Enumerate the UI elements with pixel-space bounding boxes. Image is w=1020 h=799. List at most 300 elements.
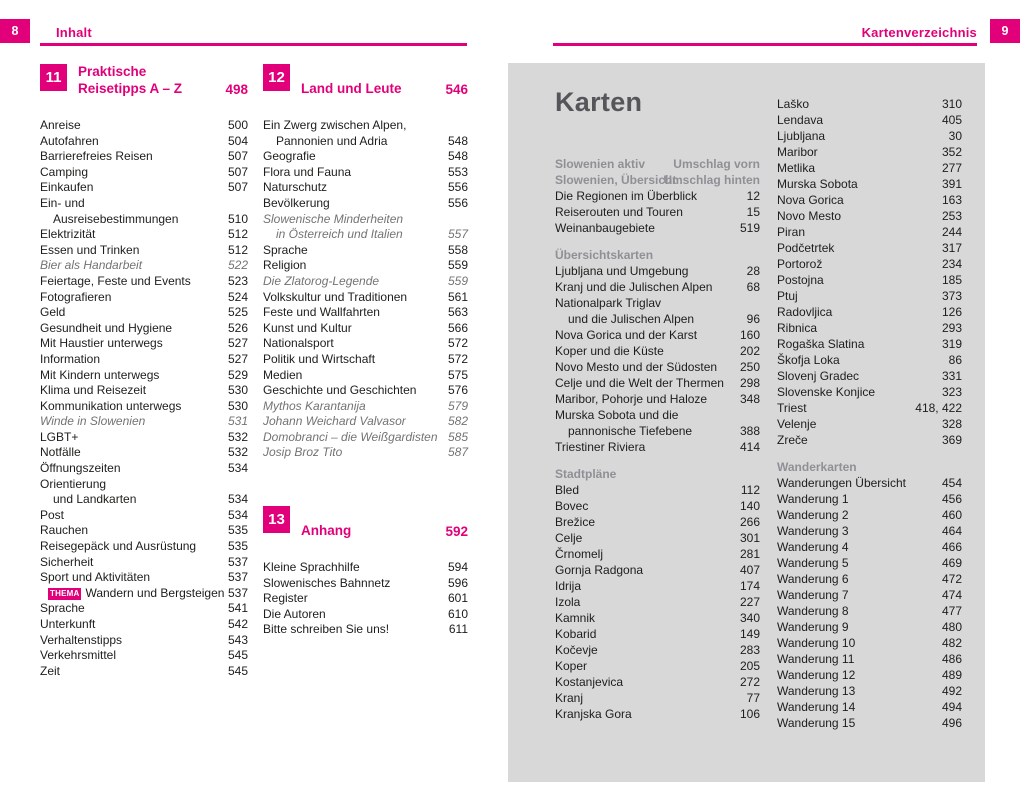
entry-page: 323	[941, 385, 962, 399]
entry-page: 301	[739, 531, 760, 545]
entry-label: Kunst und Kultur	[263, 320, 352, 335]
entry-label: Reisegepäck und Ausrüstung	[40, 539, 197, 554]
entry-page: 466	[941, 540, 962, 554]
entry-page: 112	[740, 483, 760, 497]
entry-page: 266	[739, 515, 760, 529]
chapter-13-page: 592	[445, 524, 468, 540]
entry-label: Gesundheit und Hygiene	[40, 320, 173, 335]
entry-label: Mit Haustier unterwegs	[40, 336, 163, 351]
entry-label: LGBT+	[40, 429, 79, 444]
toc-entry	[40, 274, 248, 290]
entry-page: 576	[447, 383, 468, 398]
entry-label: Essen und Trinken	[40, 242, 140, 257]
entry-page: 96	[746, 312, 760, 326]
entry-label: Geld	[40, 305, 66, 320]
entry-page: 202	[739, 344, 760, 358]
entry-page: Umschlag hinten	[663, 173, 760, 187]
entry-label: Nova Gorica und der Karst	[555, 328, 698, 342]
toc-entry	[777, 160, 962, 176]
entry-label: Koper und die Küste	[555, 344, 664, 358]
toc-spacer	[555, 455, 760, 466]
entry-label: Wanderung 7	[777, 588, 849, 602]
toc-entry	[555, 658, 760, 674]
toc-entry	[555, 220, 760, 236]
entry-page: 530	[227, 398, 248, 413]
toc-entry	[777, 352, 962, 368]
karten-panel	[508, 63, 985, 782]
entry-page: 561	[447, 289, 468, 304]
toc-entry	[40, 290, 248, 306]
toc-entry	[777, 475, 962, 491]
entry-page: 250	[739, 360, 760, 374]
entry-label: Ausreisebestimmungen	[53, 211, 179, 226]
entry-label: Metlika	[777, 161, 816, 175]
toc-entry	[263, 445, 468, 461]
toc-entry	[555, 578, 760, 594]
toc-entry	[777, 683, 962, 699]
entry-page: 185	[941, 273, 962, 287]
entry-page: 418, 422	[915, 401, 962, 415]
entry-page: 537	[227, 554, 248, 569]
toc-entry	[263, 368, 468, 384]
toc-entry	[40, 539, 248, 555]
entry-page: 391	[941, 177, 962, 191]
entry-page: 519	[739, 221, 760, 235]
entry-page: 559	[447, 258, 468, 273]
chapter-13-title-line1	[301, 505, 468, 522]
chapter-13-entries	[263, 560, 468, 638]
toc-entry	[40, 617, 248, 633]
toc-entry	[555, 423, 760, 439]
entry-label: Wanderung 4	[777, 540, 849, 554]
entry-page: 545	[227, 648, 248, 663]
toc-entry	[555, 204, 760, 220]
entry-label: Die Regionen im Überblick	[555, 189, 698, 203]
entry-label: Medien	[263, 367, 303, 382]
entry-label: Piran	[777, 225, 806, 239]
entry-page: 537	[227, 585, 248, 600]
entry-page: 494	[941, 700, 962, 714]
toc-entry	[40, 523, 248, 539]
toc-entry	[777, 555, 962, 571]
entry-label: Die Zlatorog-Legende	[263, 273, 380, 288]
entry-label: Sprache	[40, 601, 85, 616]
entry-page: 510	[227, 211, 248, 226]
toc-entry	[555, 295, 760, 311]
toc-entry	[263, 305, 468, 321]
toc-entry	[263, 118, 468, 134]
entry-page: 575	[447, 367, 468, 382]
entry-page: 373	[941, 289, 962, 303]
toc-entry	[40, 664, 248, 680]
entry-label: Camping	[40, 164, 89, 179]
karten-column-2	[777, 96, 962, 731]
entry-label: Notfälle	[40, 445, 81, 460]
toc-entry	[40, 212, 248, 228]
entry-label: Slovenj Gradec	[777, 369, 860, 383]
toc-entry	[263, 622, 468, 638]
entry-page: 227	[739, 595, 760, 609]
chapter-12-title-line1	[301, 63, 468, 80]
entry-label: Kočevje	[555, 643, 598, 657]
toc-entry	[555, 311, 760, 327]
entry-label: Flora und Fauna	[263, 164, 352, 179]
chapter-gap	[263, 461, 468, 505]
entry-page: 522	[227, 258, 248, 273]
toc-entry	[40, 586, 248, 602]
entry-page: 526	[227, 320, 248, 335]
entry-label: Domobranci – die Weißgardisten	[263, 429, 438, 444]
chapter-11-title-line1: Praktische	[78, 64, 147, 79]
entry-page: 319	[941, 337, 962, 351]
entry-label: Post	[40, 507, 65, 522]
toc-entry	[263, 321, 468, 337]
entry-label: Wanderung 5	[777, 556, 849, 570]
entry-label: Wanderung 8	[777, 604, 849, 618]
entry-label: Johann Weichard Valvasor	[263, 414, 406, 429]
chapter-12-entries	[263, 118, 468, 461]
entry-page: 557	[447, 227, 468, 242]
entry-page: 477	[941, 604, 962, 618]
toc-entry	[777, 587, 962, 603]
entry-label: Wandern und Bergsteigen	[85, 585, 225, 600]
toc-entry	[40, 508, 248, 524]
entry-page: 460	[941, 508, 962, 522]
section-header	[777, 459, 962, 475]
entry-label: Celje und die Welt der Thermen	[555, 376, 724, 390]
header-rule-left	[40, 43, 467, 46]
section-header	[555, 466, 760, 482]
entry-label: Novo Mesto	[777, 209, 842, 223]
entry-page: 489	[941, 668, 962, 682]
toc-entry	[40, 570, 248, 586]
entry-label: Weinanbaugebiete	[555, 221, 655, 235]
toc-entry	[777, 667, 962, 683]
toc-entry	[40, 368, 248, 384]
entry-page: 454	[941, 476, 962, 490]
entry-label: Kranj und die Julischen Alpen	[555, 280, 713, 294]
entry-page: 531	[227, 414, 248, 429]
entry-label: Religion	[263, 258, 307, 273]
entry-page: 15	[746, 205, 760, 219]
entry-page: 556	[447, 195, 468, 210]
toc-entry	[263, 165, 468, 181]
toc-entry	[40, 305, 248, 321]
entry-label: und die Julischen Alpen	[568, 312, 695, 326]
toc-entry	[263, 258, 468, 274]
entry-page: Umschlag vorn	[673, 157, 760, 171]
toc-entry	[777, 176, 962, 192]
entry-page: 507	[227, 180, 248, 195]
entry-label: Sicherheit	[40, 554, 94, 569]
chapter-13-title	[301, 505, 468, 539]
entry-page: 388	[739, 424, 760, 438]
entry-page: 524	[227, 289, 248, 304]
entry-label: Kommunikation unterwegs	[40, 398, 182, 413]
entry-label: Idrija	[555, 579, 582, 593]
entry-label: Koper	[555, 659, 588, 673]
chapter-11-page: 498	[225, 82, 248, 97]
entry-page: 559	[447, 273, 468, 288]
toc-entry	[263, 414, 468, 430]
toc-entry	[40, 555, 248, 571]
toc-entry	[263, 274, 468, 290]
toc-entry	[40, 149, 248, 165]
entry-label: Rogaška Slatina	[777, 337, 865, 351]
entry-page: 328	[941, 417, 962, 431]
toc-entry	[777, 384, 962, 400]
toc-entry	[263, 336, 468, 352]
entry-label: Slovenske Konjice	[777, 385, 876, 399]
toc-entry	[555, 375, 760, 391]
entry-page: 174	[739, 579, 760, 593]
entry-label: Orientierung	[40, 476, 107, 491]
entry-label: Wanderung 15	[777, 716, 856, 730]
entry-label: Stadtpläne	[555, 467, 617, 481]
entry-label: Celje	[555, 531, 583, 545]
entry-label: Murska Sobota und die	[555, 408, 679, 422]
entry-label: Zreče	[777, 433, 808, 447]
entry-page: 253	[941, 209, 962, 223]
entry-page: 548	[447, 133, 468, 148]
entry-label: Wanderung 3	[777, 524, 849, 538]
entry-page: 310	[941, 97, 962, 111]
entry-label: Naturschutz	[263, 180, 328, 195]
toc-entry	[555, 530, 760, 546]
entry-page: 610	[447, 606, 468, 621]
toc-entry	[555, 546, 760, 562]
toc-entry	[777, 256, 962, 272]
entry-label: Slowenien, Übersicht	[555, 173, 677, 187]
chapter-13-title-line2: Anhang	[301, 523, 352, 539]
entry-page: 205	[739, 659, 760, 673]
toc-entry	[555, 562, 760, 578]
entry-page: 512	[227, 242, 248, 257]
entry-label: Elektrizität	[40, 227, 96, 242]
entry-label: Zeit	[40, 663, 61, 678]
toc-entry	[777, 507, 962, 523]
entry-page: 507	[227, 149, 248, 164]
toc-entry	[40, 648, 248, 664]
toc-entry	[263, 430, 468, 446]
entry-label: Einkaufen	[40, 180, 94, 195]
toc-entry	[263, 243, 468, 259]
entry-label: Ein- und	[40, 195, 85, 210]
running-head-right: Kartenverzeichnis	[861, 25, 977, 40]
toc-entry	[40, 414, 248, 430]
entry-label: Nova Gorica	[777, 193, 844, 207]
entry-page: 331	[941, 369, 962, 383]
entry-page: 68	[746, 280, 760, 294]
page-number-tab-right: 9	[990, 19, 1020, 43]
entry-page: 486	[941, 652, 962, 666]
toc-entry	[555, 514, 760, 530]
toc-entry	[40, 321, 248, 337]
entry-page: 545	[227, 663, 248, 678]
entry-label: Rauchen	[40, 523, 89, 538]
entry-page: 512	[227, 227, 248, 242]
chapter-11-entries	[40, 118, 248, 679]
entry-page: 298	[739, 376, 760, 390]
entry-page: 507	[227, 164, 248, 179]
entry-label: Postojna	[777, 273, 824, 287]
entry-label: Bovec	[555, 499, 589, 513]
toc-entry	[40, 165, 248, 181]
entry-label: Wanderung 10	[777, 636, 856, 650]
entry-page: 596	[447, 575, 468, 590]
entry-label: Feste und Wallfahrten	[263, 305, 380, 320]
toc-entry	[263, 212, 468, 228]
toc-entry	[40, 258, 248, 274]
entry-page: 542	[227, 617, 248, 631]
entry-label: Autofahren	[40, 133, 99, 148]
entry-label: Wanderung 13	[777, 684, 856, 698]
entry-label: Izola	[555, 595, 581, 609]
toc-entry	[555, 263, 760, 279]
entry-label: Feiertage, Feste und Events	[40, 273, 191, 288]
toc-entry	[777, 336, 962, 352]
toc-entry	[40, 180, 248, 196]
entry-label: in Österreich und Italien	[276, 227, 403, 242]
toc-entry	[555, 594, 760, 610]
toc-entry	[555, 327, 760, 343]
entry-page: 474	[941, 588, 962, 602]
entry-label: Triest	[777, 401, 807, 415]
entry-page: 405	[941, 113, 962, 127]
entry-label: Information	[40, 351, 101, 366]
toc-entry	[555, 172, 760, 188]
entry-label: Unterkunft	[40, 617, 96, 631]
entry-page: 504	[227, 133, 248, 148]
entry-label: Nationalsport	[263, 336, 334, 351]
toc-entry	[555, 610, 760, 626]
entry-page: 283	[739, 643, 760, 657]
chapter-11-title-line2: Reisetipps A – Z	[78, 81, 183, 96]
toc-entry	[263, 576, 468, 592]
entry-label: Sprache	[263, 242, 308, 257]
entry-page: 352	[941, 145, 962, 159]
toc-entry	[40, 336, 248, 352]
entry-page: 527	[227, 336, 248, 351]
toc-entry	[263, 149, 468, 165]
toc-entry	[40, 227, 248, 243]
entry-label: Geschichte und Geschichten	[263, 383, 417, 398]
entry-page: 456	[941, 492, 962, 506]
entry-page: 317	[941, 241, 962, 255]
toc-entry	[555, 188, 760, 204]
toc-entry	[777, 240, 962, 256]
entry-page: 369	[941, 433, 962, 447]
chapter-12-number-badge: 12	[263, 64, 290, 91]
toc-entry	[777, 523, 962, 539]
entry-label: Bevölkerung	[263, 195, 330, 210]
toc-entry	[777, 619, 962, 635]
toc-entry	[40, 601, 248, 617]
entry-page: 594	[447, 560, 468, 575]
entry-page: 566	[447, 320, 468, 335]
chapter-13-number-badge: 13	[263, 506, 290, 533]
entry-label: pannonische Tiefebene	[568, 424, 693, 438]
entry-label: Übersichtskarten	[555, 248, 654, 262]
entry-page: 556	[447, 180, 468, 195]
entry-page: 611	[448, 622, 468, 637]
toc-entry	[40, 118, 248, 134]
entry-page: 464	[941, 524, 962, 538]
entry-label: Wanderung 1	[777, 492, 849, 506]
toc-entry	[777, 539, 962, 555]
entry-page: 272	[739, 675, 760, 689]
entry-label: Slowenische Minderheiten	[263, 211, 404, 226]
toc-entry	[777, 400, 962, 416]
toc-entry	[777, 208, 962, 224]
entry-label: Verhaltenstipps	[40, 632, 123, 647]
entry-page: 12	[746, 189, 760, 203]
toc-entry	[40, 430, 248, 446]
entry-page: 86	[948, 353, 962, 367]
entry-label: Portorož	[777, 257, 823, 271]
entry-page: 530	[227, 383, 248, 398]
toc-entry	[777, 491, 962, 507]
toc-entry	[555, 690, 760, 706]
toc-entry	[555, 674, 760, 690]
toc-entry	[777, 112, 962, 128]
entry-page: 534	[227, 461, 248, 476]
entry-label: Škofja Loka	[777, 353, 840, 367]
entry-page: 469	[941, 556, 962, 570]
entry-label: Wanderung 2	[777, 508, 849, 522]
toc-entry	[777, 320, 962, 336]
entry-label: Fotografieren	[40, 289, 112, 304]
entry-page: 585	[447, 429, 468, 444]
entry-label: Velenje	[777, 417, 817, 431]
entry-page: 543	[227, 632, 248, 647]
entry-page: 601	[447, 591, 468, 606]
toc-column-2	[263, 63, 468, 638]
entry-page: 535	[227, 539, 248, 554]
toc-entry	[555, 391, 760, 407]
toc-entry	[777, 368, 962, 384]
entry-label: Josip Broz Tito	[263, 445, 343, 460]
entry-label: Ptuj	[777, 289, 798, 303]
toc-spacer	[777, 448, 962, 459]
toc-entry	[263, 352, 468, 368]
chapter-12-title	[301, 63, 468, 97]
entry-label: Kamnik	[555, 611, 596, 625]
entry-label: Kranj	[555, 691, 584, 705]
section-header	[555, 247, 760, 263]
entry-page: 244	[941, 225, 962, 239]
entry-page: 582	[447, 414, 468, 429]
entry-page: 532	[227, 429, 248, 444]
entry-label: Črnomelj	[555, 547, 604, 561]
toc-entry	[263, 591, 468, 607]
entry-label: und Landkarten	[53, 492, 137, 507]
toc-entry	[40, 461, 248, 477]
entry-label: Klima und Reisezeit	[40, 383, 147, 398]
entry-page: 149	[739, 627, 760, 641]
entry-page: 234	[941, 257, 962, 271]
entry-label: Ribnica	[777, 321, 818, 335]
entry-label: Kleine Sprachhilfe	[263, 560, 360, 575]
karten-column-1	[555, 156, 760, 722]
toc-entry	[555, 498, 760, 514]
entry-page: 126	[941, 305, 962, 319]
entry-page: 281	[739, 547, 760, 561]
toc-entry	[777, 128, 962, 144]
toc-entry	[40, 445, 248, 461]
entry-page: 537	[227, 570, 248, 585]
entry-label: Die Autoren	[263, 606, 326, 621]
